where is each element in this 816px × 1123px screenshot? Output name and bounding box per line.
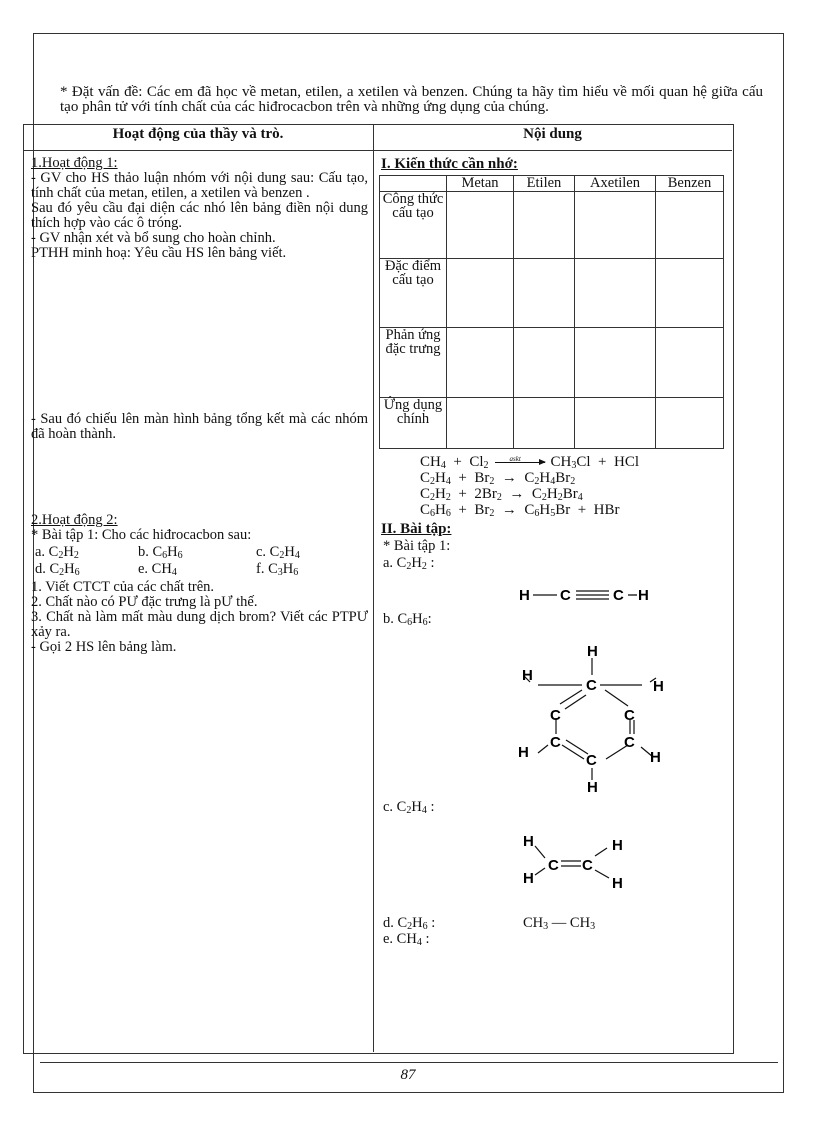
header-right: Nội dung (523, 126, 582, 142)
activity-1-summary: - Sau đó chiếu lên màn hình bảng tổng kết mà các nhóm đã hoàn thành. (31, 411, 368, 442)
activity-1-title: 1.Hoạt động 1: (31, 155, 118, 171)
atom-label: C (586, 752, 597, 769)
benzene-structure (510, 640, 680, 795)
exercise-1-label: * Bài tập 1: (383, 538, 451, 554)
acetylene-structure (515, 582, 660, 608)
atom-label: C (550, 734, 561, 751)
reaction-arrow: askt (495, 462, 545, 463)
question: 1. Viết CTCT của các chất trên. (31, 579, 214, 595)
item-d-label: d. $C_2H_6$ : (383, 915, 436, 932)
atom-label: C (624, 734, 635, 751)
atom-label: H (612, 837, 623, 854)
question: - Gọi 2 HS lên bảng làm. (31, 639, 177, 655)
atom-label: H (522, 667, 533, 684)
table-header: Etilen (514, 176, 575, 192)
reaction-1: $CH_4 + Cl_2$ askt $CH_3Cl$ + HCl (420, 454, 640, 471)
hydrocarbon-list (31, 545, 368, 579)
question: 3. Chất nà làm mất màu dung dịch brom? Viết các PTPƯ xảy ra. (31, 609, 368, 640)
atom-label: C (624, 707, 635, 724)
intro-paragraph: * Đặt vấn đề: Các em đã học về metan, etilen, a xetilen và benzen. Chúng ta hãy tìm hiểu về mối quan hệ giữa cấu tạo phân tử với tính chất của các hiđrocacbon trên và những ứng dụng của chúng. (60, 84, 763, 115)
page-number: 87 (400, 1067, 416, 1083)
atom-label: H (523, 833, 534, 850)
hydrocarbon-item: e. $CH_4$ (138, 561, 177, 578)
table-row-label: Ứng dụng chính (380, 398, 447, 449)
table-header: Metan (447, 176, 514, 192)
section-2-title: II. Bài tập: (381, 521, 452, 537)
atom-label: H (519, 587, 530, 604)
exercise-intro: * Bài tập 1: Cho các hiđrocacbon sau: (31, 527, 252, 543)
atom-label: H (587, 643, 598, 660)
table-row-label: Công thức cấu tạo (380, 192, 447, 259)
atom-label: H (653, 678, 664, 695)
activity-2-title: 2.Hoạt động 2: (31, 512, 118, 528)
item-b-label: b. $C_6H_6$: (383, 611, 432, 628)
atom-label: C (560, 587, 571, 604)
activity-1-text: Sau đó yêu cầu đại diện các nhó lên bảng điền nội dung thích hợp vào các ô tróng. (31, 200, 368, 231)
table-header: Benzen (656, 176, 724, 192)
atom-label: H (638, 587, 649, 604)
atom-label: C (548, 857, 559, 874)
ethane-structure: $CH_3$ — $CH_3$ (523, 915, 596, 932)
item-e-label: e. $CH_4$ : (383, 931, 430, 948)
reaction-3: $C_2H_2 + 2Br_2 \to C_2H_2Br_4$ (420, 486, 583, 503)
activity-1-text: - GV cho HS thảo luận nhóm với nội dung sau: Cấu tạo, tính chất của metan, etilen, a xetilen và benzen . (31, 170, 368, 201)
table-row-label: Phản ứng đặc trưng (380, 328, 447, 398)
atom-label: C (550, 707, 561, 724)
hydrocarbon-item: f. $C_3H_6$ (256, 561, 299, 578)
hydrocarbon-item: a. $C_2H_2$ (35, 544, 79, 561)
reaction-4: $C_6H_6 + Br_2 \to C_6H_5Br$ + HBr (420, 502, 620, 519)
atom-label: H (650, 749, 661, 766)
atom-label: C (586, 677, 597, 694)
header-divider (23, 150, 732, 151)
table-header: Axetilen (575, 176, 656, 192)
hydrocarbon-item: b. $C_6H_6$ (138, 544, 183, 561)
exercise-questions (31, 580, 368, 655)
activity-2 (31, 513, 368, 543)
atom-label: H (523, 870, 534, 887)
activity-1 (31, 156, 368, 261)
atom-label: H (612, 875, 623, 892)
header-left: Hoạt động của thầy và trò. (112, 126, 284, 142)
footer-divider (40, 1062, 778, 1063)
table-corner (380, 176, 447, 192)
item-c-label: c. $C_2H_4$ : (383, 799, 435, 816)
column-divider (373, 124, 374, 1052)
activity-1-text: PTHH minh hoạ: Yêu cầu HS lên bảng viết. (31, 245, 287, 261)
hydrocarbon-item: c. $C_2H_4$ (256, 544, 300, 561)
atom-label: C (582, 857, 593, 874)
reaction-2: $C_2H_4 + Br_2 \to C_2H_4Br_2$ (420, 470, 576, 487)
item-a-label: a. $C_2H_2$ : (383, 555, 435, 572)
ethylene-structure (515, 828, 635, 894)
table-row-label: Đặc điểm cấu tạo (380, 259, 447, 328)
hydrocarbon-item: d. $C_2H_6$ (35, 561, 80, 578)
question: 2. Chất nào có PƯ đặc trưng là pƯ thế. (31, 594, 258, 610)
knowledge-table (379, 175, 724, 449)
atom-label: H (518, 744, 529, 761)
atom-label: H (587, 779, 598, 795)
activity-1-text: - GV nhận xét và bổ sung cho hoàn chỉnh. (31, 230, 276, 246)
atom-label: C (613, 587, 624, 604)
section-1-title: I. Kiến thức cần nhớ: (381, 156, 518, 172)
